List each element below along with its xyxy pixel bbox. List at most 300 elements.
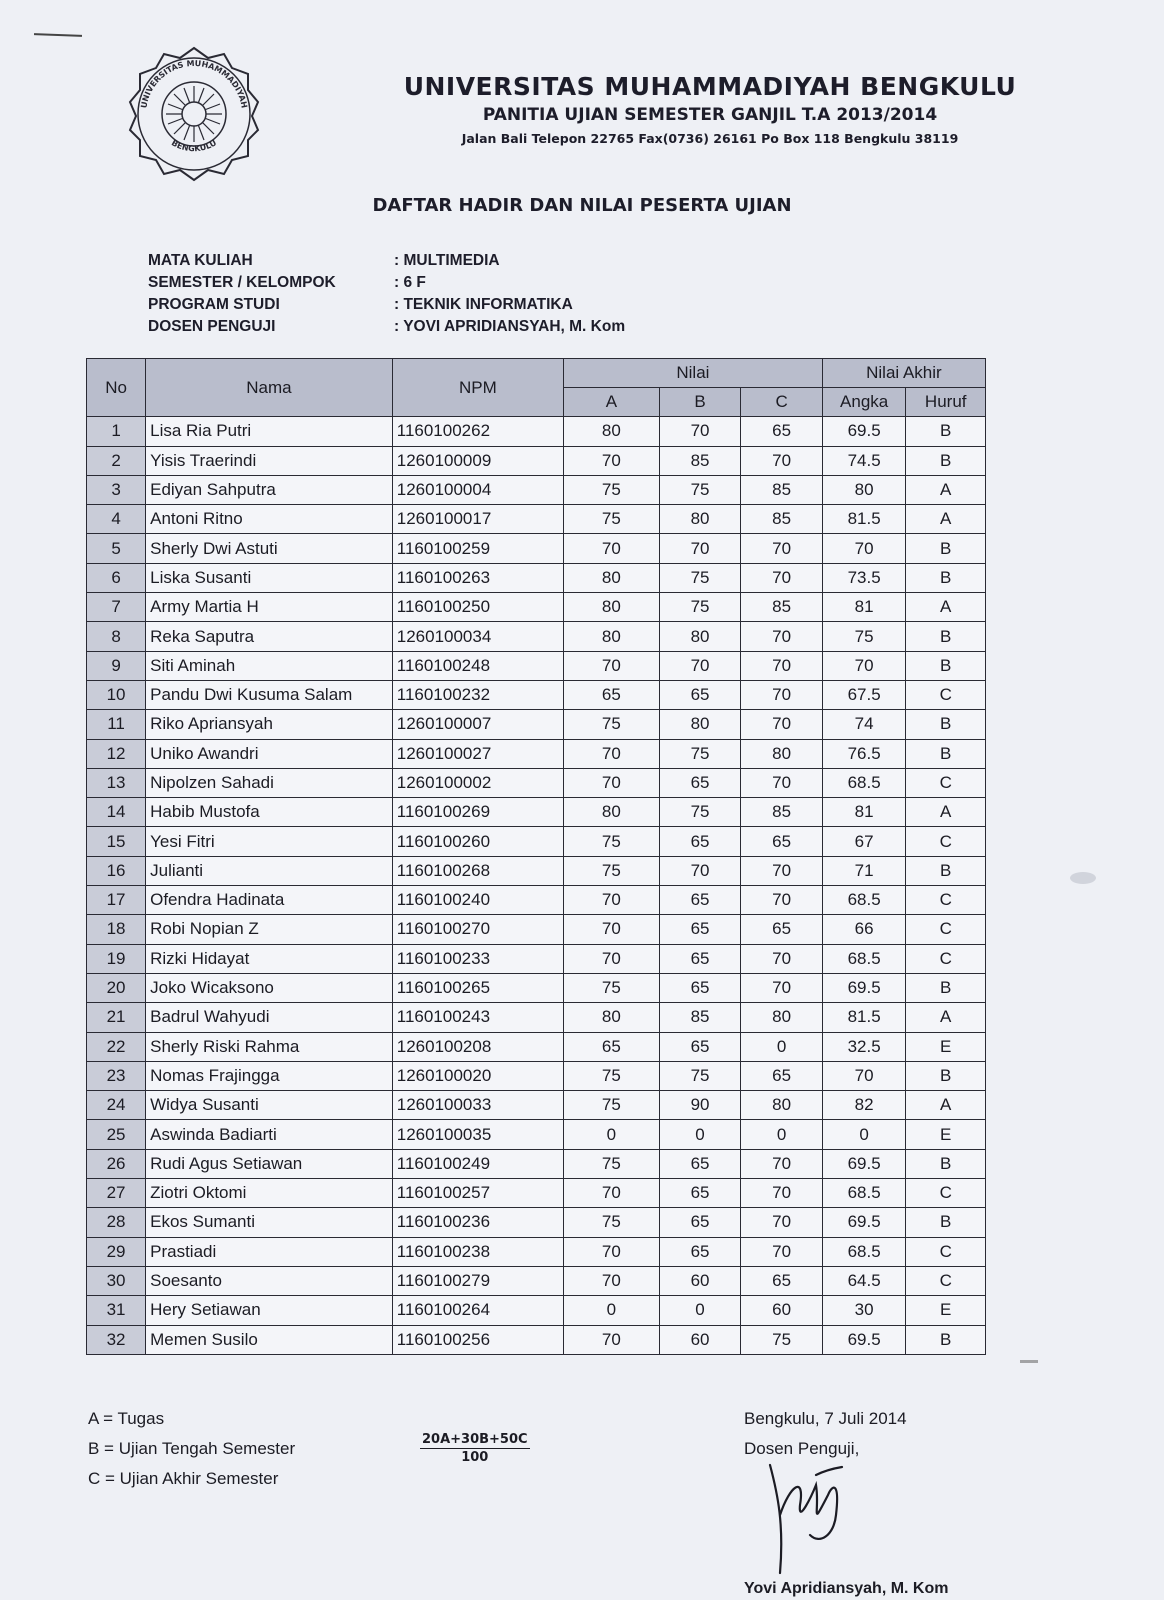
final-grade: B [906,1061,986,1090]
final-grade: C [906,1179,986,1208]
row-number: 11 [87,710,146,739]
score-a: 65 [563,1032,659,1061]
student-npm: 1160100270 [392,915,563,944]
student-name: Julianti [146,856,393,885]
final-score: 68.5 [822,1179,906,1208]
row-number: 7 [87,593,146,622]
course-info [148,250,625,338]
table-row [87,886,986,915]
student-npm: 1260100017 [392,505,563,534]
student-npm: 1160100260 [392,827,563,856]
score-a: 70 [563,651,659,680]
score-b: 70 [659,856,741,885]
committee-name: PANITIA UJIAN SEMESTER GANJIL T.A 2013/2014 [482,105,938,125]
final-score: 64.5 [822,1266,906,1295]
info-row [148,316,625,338]
student-npm: 1160100264 [392,1296,563,1325]
university-name: UNIVERSITAS MUHAMMADIYAH BENGKULU [403,72,1017,101]
score-a: 70 [563,768,659,797]
score-a: 80 [563,1003,659,1032]
table-row [87,798,986,827]
student-npm: 1260100002 [392,768,563,797]
score-c: 65 [741,915,823,944]
row-number: 3 [87,475,146,504]
score-a: 70 [563,534,659,563]
row-number: 26 [87,1149,146,1178]
score-a: 70 [563,1266,659,1295]
student-npm: 1160100268 [392,856,563,885]
final-score: 81 [822,593,906,622]
table-row [87,622,986,651]
handwritten-signature [750,1455,870,1580]
score-b: 65 [659,827,741,856]
score-b: 0 [659,1296,741,1325]
final-grade: B [906,1149,986,1178]
info-value: : YOVI APRIDIANSYAH, M. Kom [394,318,626,335]
score-c: 80 [741,739,823,768]
final-grade: C [906,768,986,797]
score-b: 85 [659,446,741,475]
student-name: Robi Nopian Z [146,915,393,944]
score-b: 65 [659,1237,741,1266]
info-value: : 6 F [394,274,426,291]
student-npm: 1260100027 [392,739,563,768]
final-grade: A [906,505,986,534]
final-grade: B [906,622,986,651]
score-b: 65 [659,1208,741,1237]
row-number: 23 [87,1061,146,1090]
final-score: 75 [822,622,906,651]
row-number: 14 [87,798,146,827]
info-value: : MULTIMEDIA [394,252,500,269]
final-grade: A [906,1003,986,1032]
table-row [87,1149,986,1178]
score-c: 70 [741,622,823,651]
student-npm: 1160100259 [392,534,563,563]
score-b: 65 [659,1179,741,1208]
info-label: PROGRAM STUDI [148,296,280,313]
student-npm: 1160100263 [392,563,563,592]
score-c: 70 [741,563,823,592]
header-nilai: Nilai [563,359,822,388]
score-b: 65 [659,944,741,973]
final-score: 81.5 [822,505,906,534]
row-number: 4 [87,505,146,534]
score-c: 85 [741,593,823,622]
legend-b: B = Ujian Tengah Semester [88,1439,296,1458]
student-name: Badrul Wahyudi [146,1003,393,1032]
final-grade: A [906,798,986,827]
header-nama: Nama [146,359,393,417]
score-a: 70 [563,1237,659,1266]
final-score: 81 [822,798,906,827]
document-title: DAFTAR HADIR DAN NILAI PESERTA UJIAN [372,195,792,216]
row-number: 22 [87,1032,146,1061]
student-name: Sherly Dwi Astuti [146,534,393,563]
final-grade: B [906,973,986,1002]
row-number: 31 [87,1296,146,1325]
score-c: 65 [741,827,823,856]
header-c: C [741,388,823,417]
student-npm: 1260100020 [392,1061,563,1090]
score-b: 80 [659,710,741,739]
score-a: 80 [563,798,659,827]
student-name: Hery Setiawan [146,1296,393,1325]
final-grade: A [906,1091,986,1120]
score-b: 0 [659,1120,741,1149]
row-number: 10 [87,680,146,709]
student-npm: 1160100248 [392,651,563,680]
row-number: 9 [87,651,146,680]
student-name: Memen Susilo [146,1325,393,1354]
final-score: 68.5 [822,886,906,915]
student-name: Soesanto [146,1266,393,1295]
score-a: 70 [563,1325,659,1354]
scan-mark [34,33,82,37]
student-npm: 1160100236 [392,1208,563,1237]
final-score: 69.5 [822,1325,906,1354]
table-row [87,651,986,680]
score-c: 85 [741,505,823,534]
header-angka: Angka [822,388,906,417]
score-c: 70 [741,1237,823,1266]
table-row [87,475,986,504]
table-row [87,739,986,768]
row-number: 6 [87,563,146,592]
final-grade: E [906,1296,986,1325]
student-npm: 1160100269 [392,798,563,827]
table-row [87,593,986,622]
info-label: SEMESTER / KELOMPOK [148,274,336,291]
grades-body [87,417,986,1355]
score-c: 70 [741,1208,823,1237]
student-npm: 1260100034 [392,622,563,651]
table-row [87,1208,986,1237]
grades-table [86,358,986,1355]
table-row [87,710,986,739]
info-row [148,272,625,294]
row-number: 5 [87,534,146,563]
table-row [87,505,986,534]
student-npm: 1260100035 [392,1120,563,1149]
final-score: 71 [822,856,906,885]
final-score: 69.5 [822,973,906,1002]
score-c: 70 [741,856,823,885]
score-b: 80 [659,622,741,651]
student-name: Uniko Awandri [146,739,393,768]
score-b: 75 [659,798,741,827]
score-a: 0 [563,1120,659,1149]
student-name: Lisa Ria Putri [146,417,393,446]
student-name: Rizki Hidayat [146,944,393,973]
final-score: 70 [822,534,906,563]
final-grade: B [906,710,986,739]
final-score: 67.5 [822,680,906,709]
info-label: MATA KULIAH [148,252,253,269]
table-row [87,915,986,944]
table-row [87,827,986,856]
final-grade: C [906,886,986,915]
svg-text:BENGKULU: BENGKULU [169,138,219,154]
signer-name: Yovi Apridiansyah, M. Kom [744,1580,949,1597]
score-c: 70 [741,1179,823,1208]
score-b: 60 [659,1266,741,1295]
score-c: 70 [741,1149,823,1178]
score-a: 70 [563,886,659,915]
score-c: 70 [741,680,823,709]
row-number: 8 [87,622,146,651]
final-grade: C [906,1266,986,1295]
row-number: 24 [87,1091,146,1120]
row-number: 13 [87,768,146,797]
score-a: 70 [563,944,659,973]
table-row [87,1325,986,1354]
score-c: 70 [741,768,823,797]
student-name: Ekos Sumanti [146,1208,393,1237]
score-b: 70 [659,417,741,446]
final-score: 69.5 [822,417,906,446]
final-grade: B [906,417,986,446]
row-number: 30 [87,1266,146,1295]
header-nilai-akhir: Nilai Akhir [822,359,985,388]
student-npm: 1160100250 [392,593,563,622]
signer-role: Dosen Penguji, [744,1439,860,1458]
final-score: 76.5 [822,739,906,768]
row-number: 20 [87,973,146,1002]
table-row [87,1296,986,1325]
score-c: 70 [741,446,823,475]
student-name: Yisis Traerindi [146,446,393,475]
score-a: 70 [563,739,659,768]
score-b: 65 [659,915,741,944]
score-a: 80 [563,593,659,622]
student-name: Nomas Frajingga [146,1061,393,1090]
final-score: 74 [822,710,906,739]
row-number: 18 [87,915,146,944]
final-grade: B [906,534,986,563]
table-row [87,1003,986,1032]
row-number: 1 [87,417,146,446]
score-a: 75 [563,1208,659,1237]
row-number: 17 [87,886,146,915]
final-score: 74.5 [822,446,906,475]
table-row [87,1091,986,1120]
score-c: 60 [741,1296,823,1325]
student-name: Ediyan Sahputra [146,475,393,504]
final-score: 68.5 [822,944,906,973]
student-name: Sherly Riski Rahma [146,1032,393,1061]
final-grade: C [906,915,986,944]
final-score: 81.5 [822,1003,906,1032]
final-score: 80 [822,475,906,504]
score-b: 90 [659,1091,741,1120]
score-a: 70 [563,1179,659,1208]
table-row [87,534,986,563]
score-a: 75 [563,505,659,534]
student-npm: 1160100232 [392,680,563,709]
formula-denominator: 100 [461,1450,489,1465]
final-grade: A [906,593,986,622]
student-npm: 1160100233 [392,944,563,973]
score-b: 75 [659,593,741,622]
student-name: Reka Saputra [146,622,393,651]
final-grade: B [906,563,986,592]
score-b: 65 [659,768,741,797]
final-score: 0 [822,1120,906,1149]
legend [88,1404,295,1494]
score-b: 60 [659,1325,741,1354]
info-value: : TEKNIK INFORMATIKA [394,296,573,313]
student-name: Habib Mustofa [146,798,393,827]
student-name: Riko Apriansyah [146,710,393,739]
final-score: 30 [822,1296,906,1325]
final-grade: B [906,446,986,475]
student-name: Rudi Agus Setiawan [146,1149,393,1178]
student-name: Nipolzen Sahadi [146,768,393,797]
table-row [87,768,986,797]
score-c: 80 [741,1091,823,1120]
score-b: 70 [659,651,741,680]
formula-numerator: 20A+30B+50C [422,1432,528,1447]
student-name: Ziotri Oktomi [146,1179,393,1208]
student-name: Widya Susanti [146,1091,393,1120]
header-huruf: Huruf [906,388,986,417]
final-grade: C [906,944,986,973]
final-score: 69.5 [822,1208,906,1237]
score-a: 75 [563,1091,659,1120]
score-b: 65 [659,973,741,1002]
row-number: 29 [87,1237,146,1266]
score-b: 80 [659,505,741,534]
final-score: 73.5 [822,563,906,592]
student-name: Prastiadi [146,1237,393,1266]
table-row [87,446,986,475]
table-row [87,417,986,446]
score-b: 65 [659,886,741,915]
score-c: 65 [741,1061,823,1090]
place-date: Bengkulu, 7 Juli 2014 [744,1409,907,1428]
address: Jalan Bali Telepon 22765 Fax(0736) 26161 Po Box 118 Bengkulu 38119 [461,131,959,146]
score-a: 75 [563,475,659,504]
score-a: 75 [563,1149,659,1178]
final-grade: E [906,1032,986,1061]
score-c: 65 [741,1266,823,1295]
table-row [87,563,986,592]
score-a: 75 [563,856,659,885]
score-c: 70 [741,534,823,563]
student-npm: 1160100240 [392,886,563,915]
table-row [87,1061,986,1090]
score-b: 70 [659,534,741,563]
row-number: 15 [87,827,146,856]
score-c: 80 [741,1003,823,1032]
score-c: 70 [741,886,823,915]
student-npm: 1160100238 [392,1237,563,1266]
final-score: 82 [822,1091,906,1120]
student-npm: 1160100249 [392,1149,563,1178]
final-score: 66 [822,915,906,944]
header-a: A [563,388,659,417]
row-number: 28 [87,1208,146,1237]
info-row [148,250,625,272]
table-row [87,856,986,885]
row-number: 12 [87,739,146,768]
score-b: 65 [659,680,741,709]
student-name: Joko Wicaksono [146,973,393,1002]
score-a: 75 [563,827,659,856]
header-b: B [659,388,741,417]
score-a: 70 [563,915,659,944]
student-npm: 1260100004 [392,475,563,504]
student-name: Pandu Dwi Kusuma Salam [146,680,393,709]
student-npm: 1160100257 [392,1179,563,1208]
table-row [87,1179,986,1208]
score-b: 85 [659,1003,741,1032]
student-name: Liska Susanti [146,563,393,592]
score-c: 70 [741,710,823,739]
score-a: 70 [563,446,659,475]
header-npm: NPM [392,359,563,417]
row-number: 32 [87,1325,146,1354]
table-row [87,944,986,973]
score-b: 75 [659,739,741,768]
score-a: 75 [563,1061,659,1090]
row-number: 21 [87,1003,146,1032]
student-npm: 1160100243 [392,1003,563,1032]
score-c: 85 [741,798,823,827]
grade-formula [420,1432,530,1465]
final-score: 69.5 [822,1149,906,1178]
final-grade: C [906,680,986,709]
row-number: 2 [87,446,146,475]
score-c: 65 [741,417,823,446]
score-a: 75 [563,710,659,739]
student-name: Ofendra Hadinata [146,886,393,915]
final-grade: C [906,827,986,856]
score-c: 70 [741,973,823,1002]
student-name: Yesi Fitri [146,827,393,856]
scan-mark [1020,1360,1038,1363]
table-row [87,1032,986,1061]
university-seal-logo [124,44,264,184]
student-npm: 1260100007 [392,710,563,739]
score-b: 65 [659,1149,741,1178]
final-grade: B [906,1208,986,1237]
score-a: 0 [563,1296,659,1325]
final-score: 70 [822,651,906,680]
score-b: 65 [659,1032,741,1061]
svg-text:UNIVERSITAS MUHAMMADIYAH: UNIVERSITAS MUHAMMADIYAH [139,58,249,109]
score-b: 75 [659,563,741,592]
row-number: 19 [87,944,146,973]
score-b: 75 [659,475,741,504]
student-npm: 1160100279 [392,1266,563,1295]
score-c: 70 [741,944,823,973]
final-score: 67 [822,827,906,856]
student-name: Aswinda Badiarti [146,1120,393,1149]
final-score: 68.5 [822,768,906,797]
legend-a: A = Tugas [88,1409,165,1428]
student-npm: 1260100208 [392,1032,563,1061]
score-a: 65 [563,680,659,709]
info-label: DOSEN PENGUJI [148,318,276,335]
header-no: No [87,359,146,417]
final-grade: B [906,856,986,885]
score-a: 80 [563,563,659,592]
student-npm: 1260100033 [392,1091,563,1120]
table-row [87,1120,986,1149]
score-a: 80 [563,417,659,446]
